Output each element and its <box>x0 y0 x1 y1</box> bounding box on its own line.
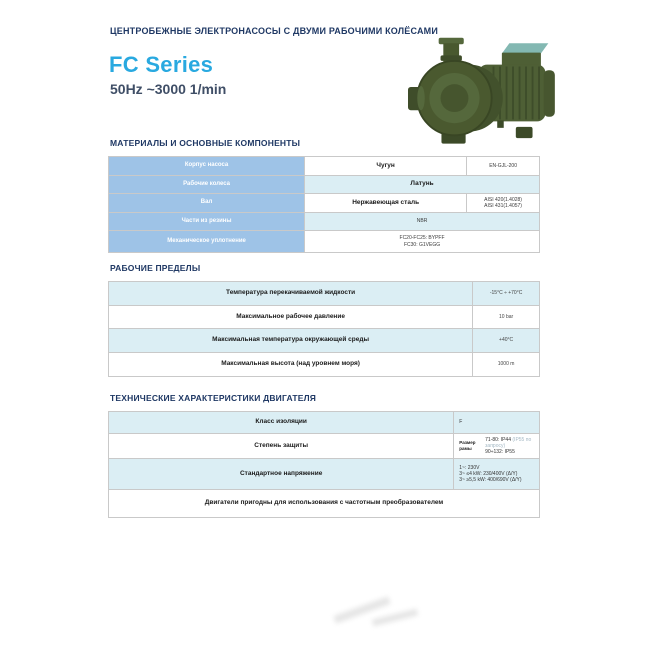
section-title-motor-specs: ТЕХНИЧЕСКИЕ ХАРАКТЕРИСТИКИ ДВИГАТЕЛЯ <box>110 393 317 403</box>
row-label: Максимальная высота (над уровнем моря) <box>109 353 473 376</box>
row-note <box>109 490 539 517</box>
table-row <box>109 412 539 434</box>
table-row <box>109 157 539 176</box>
row-value: Нержавеющая сталь <box>305 194 467 212</box>
table-row <box>109 353 539 376</box>
row-value: Чугун <box>305 157 467 175</box>
row-label: Части из резины <box>109 213 305 230</box>
value-line <box>485 437 539 450</box>
ip-note: (IP55 по запросу) <box>485 436 532 449</box>
row-value: +40°C <box>473 329 539 352</box>
value-line: 90÷132: IP55 <box>485 449 515 456</box>
row-label: Температура перекачиваемой жидкости <box>109 282 473 305</box>
table-row <box>109 231 539 252</box>
row-code <box>467 194 539 212</box>
frame-size-label: Размер рамы <box>459 440 476 451</box>
row-label: Максимальное рабочее давление <box>109 306 473 328</box>
row-label: Рабочие колеса <box>109 176 305 193</box>
table-row <box>109 459 539 490</box>
value-line: FC20-FC25: BYPFF <box>399 235 445 242</box>
code-line: AISI 431(1.4057) <box>484 203 522 209</box>
voltage-line: 3~ ≤4 kW: 230/400V (Δ/Y) <box>459 470 518 477</box>
row-value <box>454 434 539 458</box>
row-value: F <box>454 412 539 433</box>
motor-specs-table <box>108 411 540 518</box>
page-shadow <box>372 609 418 627</box>
row-code: EN-GJL-200 <box>489 162 517 169</box>
table-row <box>109 282 539 306</box>
ip-value: 71-80: IP44 <box>485 436 511 443</box>
voltage-line: 1~: 230V <box>459 464 480 471</box>
pump-product-image <box>408 34 566 152</box>
row-label: Класс изоляции <box>109 412 454 433</box>
row-label: Максимальная температура окружающей среды <box>109 329 473 352</box>
table-row <box>109 194 539 213</box>
row-value: -15°C ÷ +70°C <box>473 282 539 305</box>
table-row <box>109 329 539 353</box>
table-row <box>109 213 539 231</box>
value-line: FC30: G1VEGG <box>403 241 441 248</box>
section-title-materials: МАТЕРИАЛЫ И ОСНОВНЫЕ КОМПОНЕНТЫ <box>110 138 301 148</box>
row-value: 1000 m <box>497 361 515 368</box>
row-value: 10 bar <box>499 313 514 320</box>
series-subtitle: 50Hz ~3000 1/min <box>110 81 227 97</box>
series-title: FC Series <box>109 52 214 77</box>
materials-table <box>108 156 540 253</box>
row-label: Стандартное напряжение <box>109 459 454 489</box>
row-label: Вал <box>109 194 305 212</box>
row-label: Корпус насоса <box>109 157 305 175</box>
table-row <box>109 490 539 517</box>
inverter-note: Двигатели пригодны для использования с частотным преобразователем <box>204 499 444 507</box>
page-title: ЦЕНТРОБЕЖНЫЕ ЭЛЕКТРОНАСОСЫ С ДВУМИ РАБОЧИМИ КОЛЁСАМИ <box>110 26 439 36</box>
table-row <box>109 306 539 329</box>
row-value <box>305 231 539 252</box>
row-label: Степень защиты <box>109 434 454 458</box>
table-row <box>109 176 539 194</box>
row-value: NBR <box>305 213 539 230</box>
section-title-working-limits: РАБОЧИЕ ПРЕДЕЛЫ <box>110 263 201 273</box>
table-row <box>109 434 539 459</box>
row-label: Механическое уплотнение <box>109 231 305 252</box>
voltage-line: 3~ ≥5,5 kW: 400/690V (Δ/Y) <box>459 477 522 484</box>
row-value: Латунь <box>305 176 539 193</box>
row-value <box>454 459 539 489</box>
code-line: AISI 420(1.4028) <box>484 196 522 203</box>
working-limits-table <box>108 281 540 377</box>
